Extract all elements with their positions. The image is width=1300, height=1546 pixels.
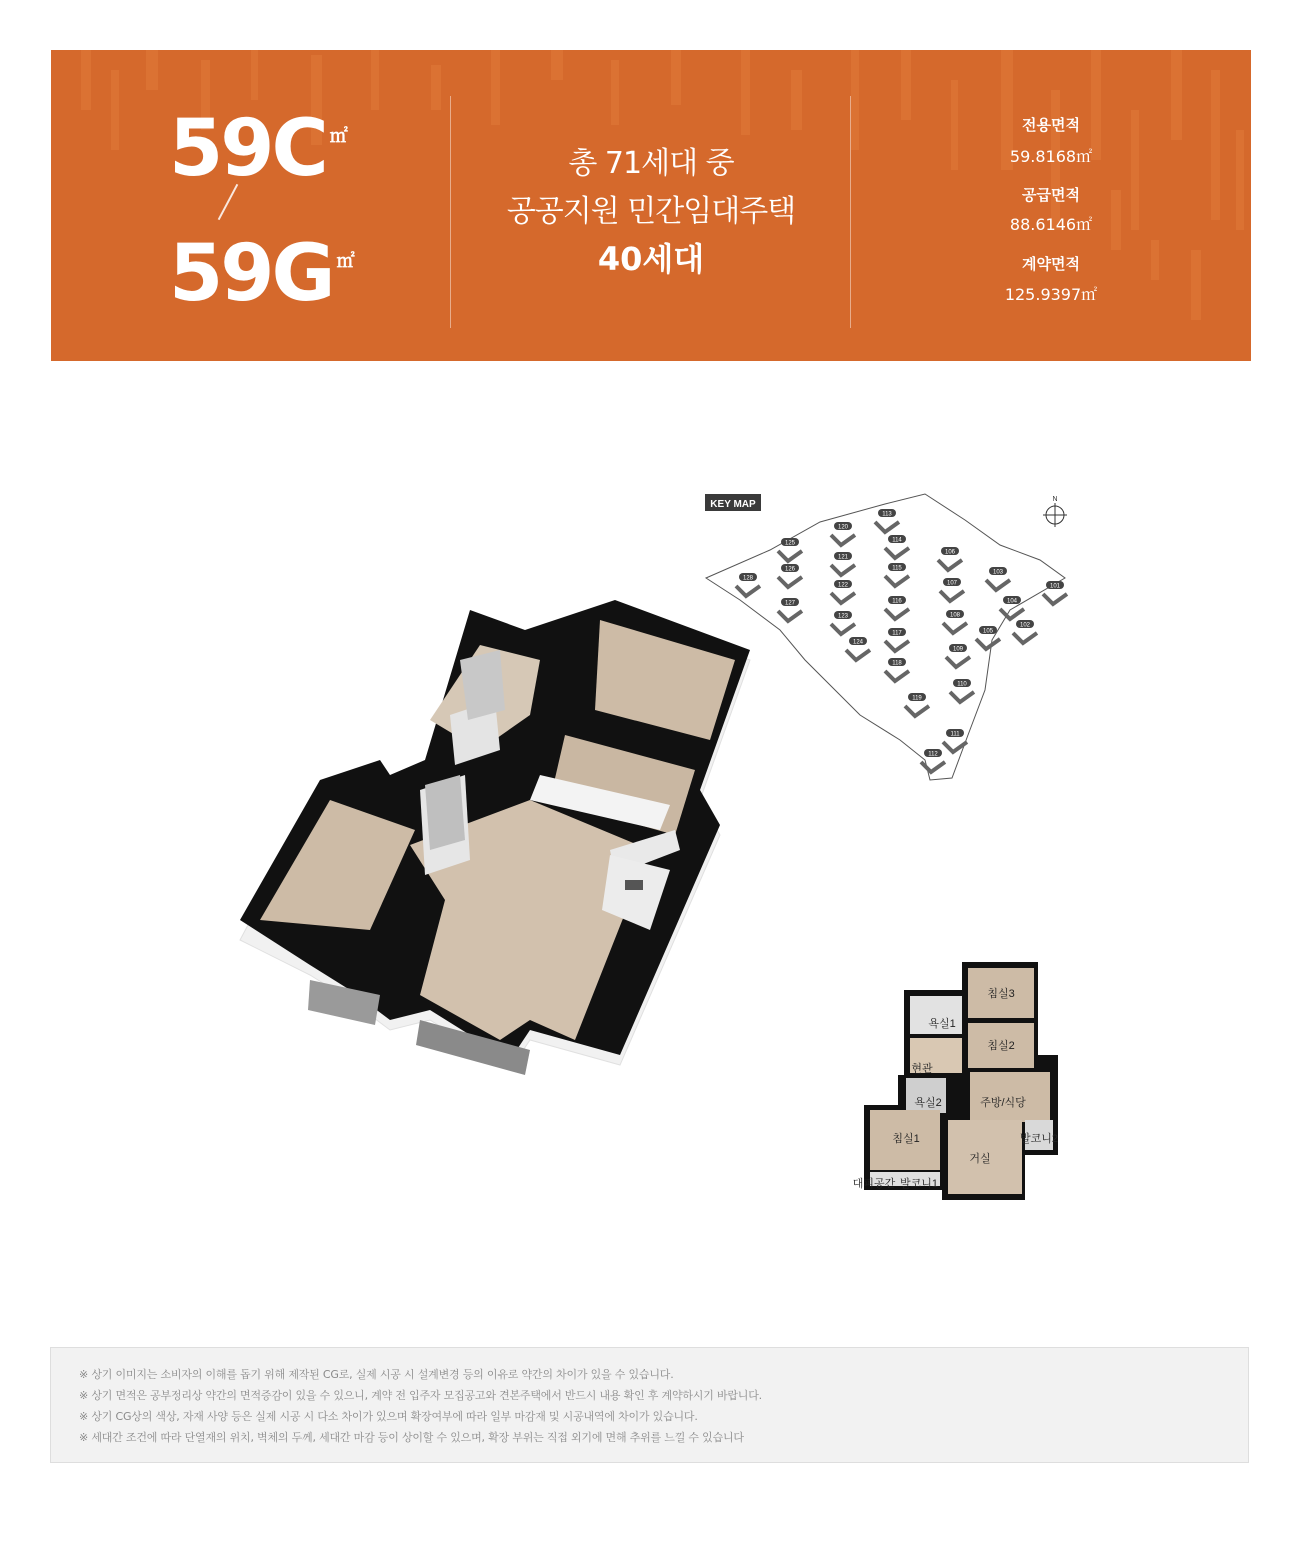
key-map-building-label-107: 107 [946, 580, 958, 587]
note-2: ※ 상기 면적은 공부정리상 약간의 면적증감이 있을 수 있으니, 계약 전 입주자 모집공고와 견본주택에서 반드시 내용 확인 후 계약하시기 바랍니다. [79, 1389, 762, 1402]
key-map-building-label-102: 102 [1019, 622, 1031, 629]
note-3: ※ 상기 CG상의 색상, 자재 사양 등은 실제 시공 시 다소 차이가 있으며 확장여부에 따라 일부 마감재 및 시공내역에 차이가 있습니다. [79, 1410, 698, 1423]
isometric-floor-plan-graphic [230, 600, 760, 1100]
disclaimer-notes [50, 1347, 1249, 1463]
key-map-building-label-103: 103 [992, 569, 1004, 576]
key-map-building-label-126: 126 [784, 566, 796, 573]
isometric-floor-plan [230, 600, 760, 1100]
key-map-building-label-105: 105 [982, 628, 994, 635]
key-map-building-label-117: 117 [892, 630, 902, 637]
room-label-entrance: 현관 [911, 1063, 933, 1075]
exclusive-area-value: 59.8168㎡ [1009, 147, 1093, 166]
note-1: ※ 상기 이미지는 소비자의 이해를 돕기 위해 제작된 CG로, 실제 시공 시 설계변경 등의 이유로 약간의 차이가 있을 수 있습니다. [79, 1368, 674, 1381]
unit-type-top [169, 104, 348, 194]
key-map-building-label-114: 114 [892, 537, 902, 544]
key-map-building-label-101: 101 [1049, 583, 1061, 590]
key-map-building-label-121: 121 [837, 554, 849, 561]
room-label-kitchen-dining: 주방/식당 [980, 1097, 1026, 1109]
north-label: N [1052, 496, 1058, 503]
unit-symbol-top: ㎡ [329, 126, 348, 147]
key-map-building-label-111: 111 [950, 731, 960, 738]
unit-type-bottom-text: 59G [169, 229, 333, 319]
key-map-building-label-104: 104 [1006, 598, 1018, 605]
key-map-building-label-124: 124 [852, 639, 864, 646]
key-map-building-label-108: 108 [949, 612, 961, 619]
unit-type-top-text: 59C [169, 104, 326, 194]
room-label-bathroom1: 욕실1 [928, 1018, 956, 1030]
key-map-building-label-118: 118 [892, 660, 902, 667]
key-map-building-label-119: 119 [912, 695, 922, 702]
key-map-building-label-113: 113 [882, 511, 892, 518]
note-4: ※ 세대간 조건에 따라 단열재의 위치, 벽체의 두께, 세대간 마감 등이 상이할 수 있으며, 확장 부위는 직접 외기에 면해 추위를 느낄 수 있습니다 [79, 1431, 744, 1444]
key-map-building-102 [1013, 620, 1037, 643]
supply-area-label: 공급면적 [1022, 186, 1080, 204]
households-total: 총 71세대 중 [568, 146, 734, 181]
key-map-building-101 [1043, 581, 1067, 604]
key-map-building-label-110: 110 [957, 681, 967, 688]
key-map-building-label-128: 128 [742, 575, 754, 582]
households-block [451, 50, 851, 361]
contract-area-label: 계약면적 [1022, 255, 1080, 273]
room-label-bedroom3: 침실3 [987, 988, 1015, 1000]
room-label-bedroom1: 침실1 [892, 1133, 920, 1145]
room-label-evacuation-space: 대피공간 [852, 1178, 896, 1190]
mini-floor-plan [852, 960, 1060, 1205]
room-label-balcony2: 발코니2 [1020, 1133, 1058, 1145]
unit-symbol-bottom: ㎡ [336, 251, 355, 272]
contract-area-value: 125.9397㎡ [1004, 285, 1098, 304]
key-map-building-label-120: 120 [837, 524, 849, 531]
compass [1043, 496, 1067, 527]
supply-area-value: 88.6146㎡ [1009, 215, 1093, 234]
exclusive-area-label: 전용면적 [1022, 116, 1080, 134]
unit-type-block [51, 90, 451, 330]
key-map-title: KEY MAP [710, 499, 756, 510]
key-map-building-label-123: 123 [837, 613, 849, 620]
key-map-building-label-125: 125 [784, 540, 796, 547]
room-label-balcony1: 발코니1 [900, 1178, 938, 1190]
key-map-building-label-127: 127 [784, 600, 796, 607]
key-map-building-label-109: 109 [952, 646, 964, 653]
key-map-building-label-116: 116 [892, 598, 902, 605]
key-map-building-label-106: 106 [944, 549, 956, 556]
unit-info-banner [51, 50, 1251, 361]
room-label-bedroom2: 침실2 [987, 1040, 1015, 1052]
room-label-bathroom2: 욕실2 [914, 1097, 942, 1109]
unit-type-bottom [169, 229, 355, 319]
households-count: 40세대 [597, 240, 705, 278]
key-map-building-label-122: 122 [837, 582, 849, 589]
key-map-building-label-115: 115 [892, 565, 902, 572]
area-block [851, 50, 1251, 361]
mini-floor-plan-graphic [852, 960, 1060, 1205]
housing-type: 공공지원 민간임대주택 [506, 194, 796, 229]
key-map-building-label-112: 112 [928, 751, 938, 758]
room-label-living: 거실 [969, 1153, 991, 1165]
